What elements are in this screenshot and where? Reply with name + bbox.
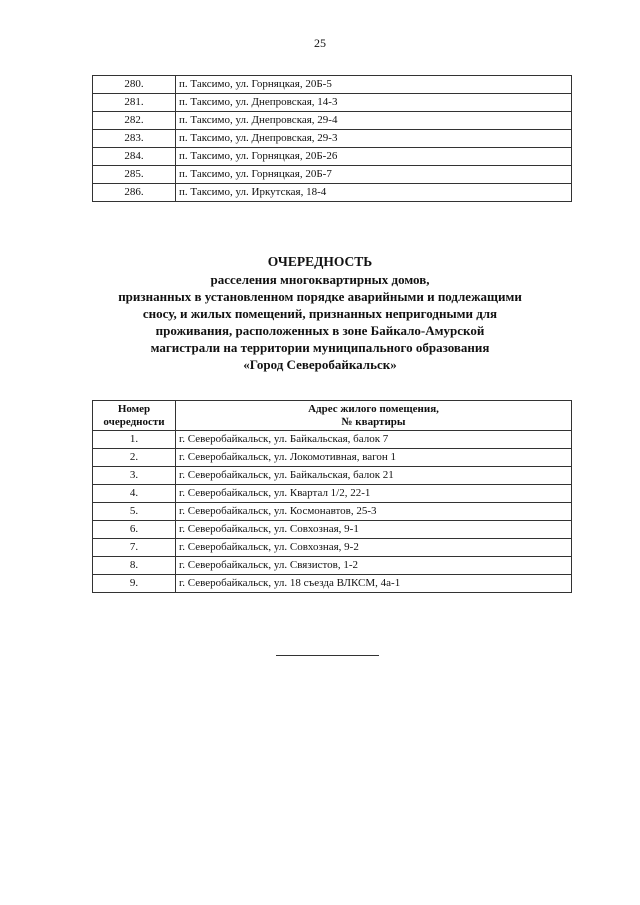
heading-line: «Город Северобайкальск» <box>243 357 397 372</box>
table-row <box>93 539 572 557</box>
table-row <box>93 94 572 112</box>
row-address: г. Северобайкальск, ул. Локомотивная, вагон 1 <box>176 449 572 467</box>
row-address: г. Северобайкальск, ул. Космонавтов, 25-3 <box>176 503 572 521</box>
table-row <box>93 130 572 148</box>
row-address: п. Таксимо, ул. Горняцкая, 20Б-7 <box>176 166 572 184</box>
queue-address-table <box>92 400 572 593</box>
row-address: г. Северобайкальск, ул. 18 съезда ВЛКСМ, 4а-1 <box>176 575 572 593</box>
row-address: п. Таксимо, ул. Днепровская, 29-3 <box>176 130 572 148</box>
row-number: 7. <box>93 539 176 557</box>
row-number: 2. <box>93 449 176 467</box>
row-number: 281. <box>93 94 176 112</box>
section-heading <box>0 253 640 373</box>
heading-line: магистрали на территории муниципального образования <box>150 340 490 355</box>
row-address: г. Северобайкальск, ул. Байкальская, балок 21 <box>176 467 572 485</box>
table-row <box>93 485 572 503</box>
row-number: 5. <box>93 503 176 521</box>
row-number: 6. <box>93 521 176 539</box>
heading-title: ОЧЕРЕДНОСТЬ <box>267 254 373 269</box>
row-address: г. Северобайкальск, ул. Квартал 1/2, 22-1 <box>176 485 572 503</box>
table-row <box>93 575 572 593</box>
row-number: 4. <box>93 485 176 503</box>
table-row <box>93 148 572 166</box>
row-number: 8. <box>93 557 176 575</box>
row-address: г. Северобайкальск, ул. Совхозная, 9-2 <box>176 539 572 557</box>
row-number: 9. <box>93 575 176 593</box>
row-address: п. Таксимо, ул. Горняцкая, 20Б-26 <box>176 148 572 166</box>
row-address: г. Северобайкальск, ул. Совхозная, 9-1 <box>176 521 572 539</box>
table-row <box>93 76 572 94</box>
footer-divider <box>276 655 379 656</box>
row-number: 285. <box>93 166 176 184</box>
heading-line: проживания, расположенных в зоне Байкало-Амурской <box>155 323 485 338</box>
row-number: 286. <box>93 184 176 202</box>
heading-line: расселения многоквартирных домов, <box>210 272 430 287</box>
row-number: 284. <box>93 148 176 166</box>
table-row <box>93 166 572 184</box>
header-number <box>93 401 176 431</box>
row-number: 280. <box>93 76 176 94</box>
row-number: 3. <box>93 467 176 485</box>
table-header-row <box>93 401 572 431</box>
header-address-line: Адрес жилого помещения, <box>308 402 439 415</box>
header-address <box>176 401 572 431</box>
table-row <box>93 112 572 130</box>
table-row <box>93 449 572 467</box>
table-row <box>93 467 572 485</box>
table-row <box>93 503 572 521</box>
page-number: 25 <box>314 36 326 50</box>
table-row <box>93 521 572 539</box>
row-number: 283. <box>93 130 176 148</box>
header-address-line: № квартиры <box>341 415 406 428</box>
top-address-table <box>92 75 572 202</box>
row-address: п. Таксимо, ул. Днепровская, 29-4 <box>176 112 572 130</box>
row-address: г. Северобайкальск, ул. Связистов, 1-2 <box>176 557 572 575</box>
row-number: 1. <box>93 431 176 449</box>
row-address: п. Таксимо, ул. Иркутская, 18-4 <box>176 184 572 202</box>
header-number-line: Номер <box>117 402 151 415</box>
row-number: 282. <box>93 112 176 130</box>
row-address: п. Таксимо, ул. Горняцкая, 20Б-5 <box>176 76 572 94</box>
heading-line: сносу, и жилых помещений, признанных непригодными для <box>142 306 498 321</box>
row-address: г. Северобайкальск, ул. Байкальская, балок 7 <box>176 431 572 449</box>
table-row <box>93 431 572 449</box>
table-row <box>93 184 572 202</box>
row-address: п. Таксимо, ул. Днепровская, 14-3 <box>176 94 572 112</box>
header-number-line: очередности <box>103 415 165 428</box>
heading-line: признанных в установленном порядке аварийными и подлежащими <box>118 289 522 304</box>
table-row <box>93 557 572 575</box>
